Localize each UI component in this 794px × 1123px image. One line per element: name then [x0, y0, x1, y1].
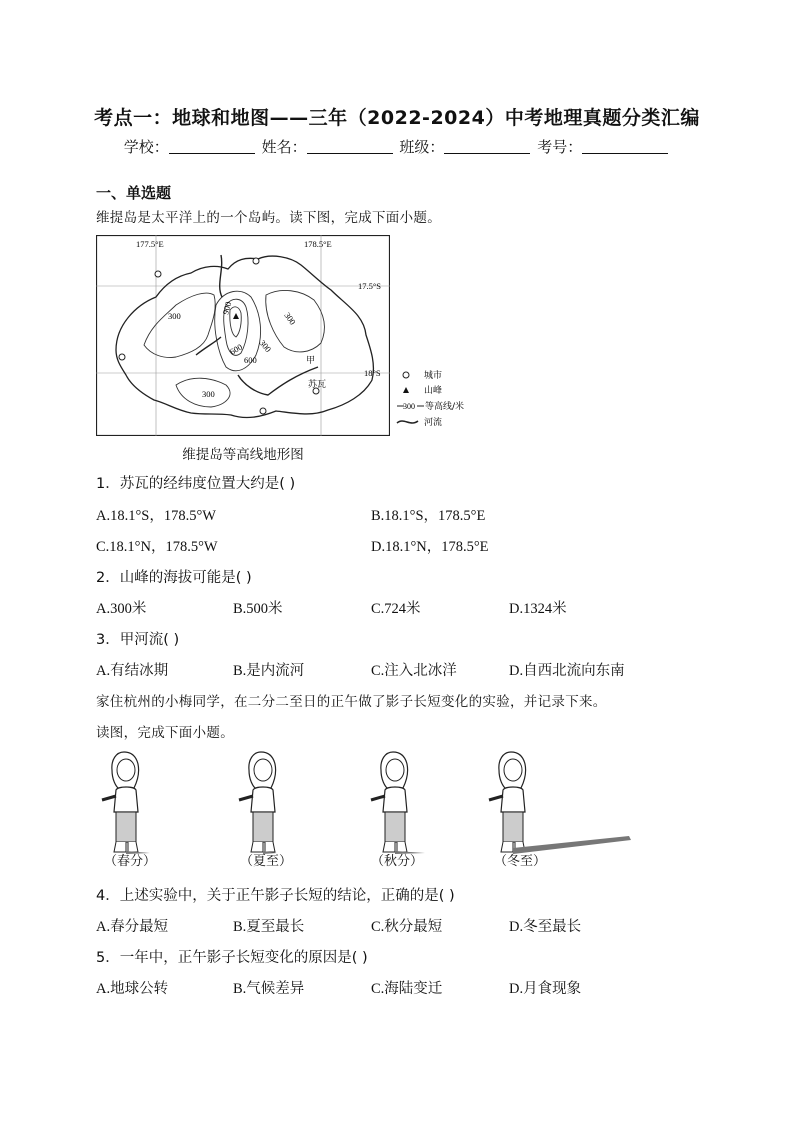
map-lon-label-2: 178.5°E — [304, 239, 332, 249]
number-label: 考号： — [537, 138, 583, 156]
contour-label: 600 — [228, 341, 245, 357]
q5-option-b[interactable]: B.气候差异 — [233, 981, 305, 997]
contour-label: 900 — [220, 300, 234, 316]
season-label-summer: （夏至） — [240, 854, 293, 869]
map-caption: 维提岛等高线地形图 — [182, 447, 304, 463]
q2-option-d[interactable]: D.1324米 — [509, 601, 567, 617]
legend-contour-number: 300 — [403, 402, 415, 411]
number-blank[interactable] — [582, 139, 668, 154]
q4-option-d[interactable]: D.冬至最长 — [509, 919, 582, 935]
student-info-line — [0, 136, 794, 157]
map-lon-label-1: 177.5°E — [136, 239, 164, 249]
question-4: 4．上述实验中，关于正午影子长短的结论，正确的是( ) — [96, 888, 455, 904]
contour-label: 300 — [168, 311, 181, 321]
girl-figure-winter — [483, 748, 633, 858]
q4-option-c[interactable]: C.秋分最短 — [371, 919, 443, 935]
suva-label: 苏瓦 — [308, 380, 327, 390]
question-2: 2．山峰的海拔可能是( ) — [96, 570, 252, 586]
q4-option-a[interactable]: A.春分最短 — [96, 919, 169, 935]
contour-label: 300 — [257, 337, 274, 355]
question-3: 3．甲河流( ) — [96, 632, 180, 648]
legend-river-label: 河流 — [424, 418, 443, 428]
name-blank[interactable] — [307, 139, 393, 154]
map-legend — [396, 365, 506, 435]
season-label-autumn: （秋分） — [371, 854, 424, 869]
class-blank[interactable] — [444, 139, 530, 154]
contour-label: 600 — [244, 355, 257, 365]
girl-figure-summer — [233, 748, 319, 858]
q5-option-a[interactable]: A.地球公转 — [96, 981, 169, 997]
q2-option-b[interactable]: B.500米 — [233, 601, 283, 617]
q5-option-d[interactable]: D.月食现象 — [509, 981, 582, 997]
q3-option-b[interactable]: B.是内流河 — [233, 663, 305, 679]
school-blank[interactable] — [169, 139, 255, 154]
q2-option-c[interactable]: C.724米 — [371, 601, 421, 617]
q1-option-b[interactable]: B.18.1°S，178.5°E — [371, 508, 486, 524]
question-1: 1．苏瓦的经纬度位置大约是( ) — [96, 476, 296, 492]
contour-label: 300 — [282, 310, 298, 327]
peak-icon — [403, 387, 409, 393]
class-label: 班级： — [399, 138, 445, 156]
season-label-winter: （冬至） — [494, 854, 547, 869]
q3-option-a[interactable]: A.有结冰期 — [96, 663, 169, 679]
name-label: 姓名： — [261, 138, 307, 156]
river-icon — [397, 421, 418, 423]
question-5: 5．一年中，正午影子长短变化的原因是( ) — [96, 950, 368, 966]
viti-island-contour-map — [96, 235, 390, 436]
legend-city-label: 城市 — [424, 371, 443, 381]
map-lat-label-2: 18°S — [364, 368, 381, 378]
q4-option-b[interactable]: B.夏至最长 — [233, 919, 305, 935]
q1-option-a[interactable]: A.18.1°S，178.5°W — [96, 508, 216, 524]
intro-text-1: 维提岛是太平洋上的一个岛屿。读下图，完成下面小题。 — [96, 210, 441, 226]
school-label: 学校： — [123, 138, 169, 156]
intro-text-2a: 家住杭州的小梅同学，在二分二至日的正午做了影子长短变化的实验，并记录下来。 — [96, 694, 607, 710]
q3-option-c[interactable]: C.注入北冰洋 — [371, 663, 457, 679]
section-heading: 一、单选题 — [96, 184, 172, 202]
q1-option-c[interactable]: C.18.1°N，178.5°W — [96, 539, 218, 555]
river-jia-label: 甲 — [306, 356, 316, 366]
season-label-spring: （春分） — [104, 854, 157, 869]
contour-label: 300 — [202, 389, 215, 399]
girl-figure-spring — [96, 748, 182, 858]
legend-peak-label: 山峰 — [424, 386, 443, 396]
girl-figure-autumn — [365, 748, 451, 858]
q3-option-d[interactable]: D.自西北流向东南 — [509, 663, 625, 679]
page-title: 考点一：地球和地图——三年（2022-2024）中考地理真题分类汇编 — [94, 107, 700, 129]
q1-option-d[interactable]: D.18.1°N，178.5°E — [371, 539, 489, 555]
map-lat-label-1: 17.5°S — [358, 281, 382, 291]
intro-text-2b: 读图，完成下面小题。 — [96, 725, 234, 741]
legend-contour-label: 等高线/米 — [425, 402, 465, 412]
q5-option-c[interactable]: C.海陆变迁 — [371, 981, 443, 997]
q2-option-a[interactable]: A.300米 — [96, 601, 147, 617]
